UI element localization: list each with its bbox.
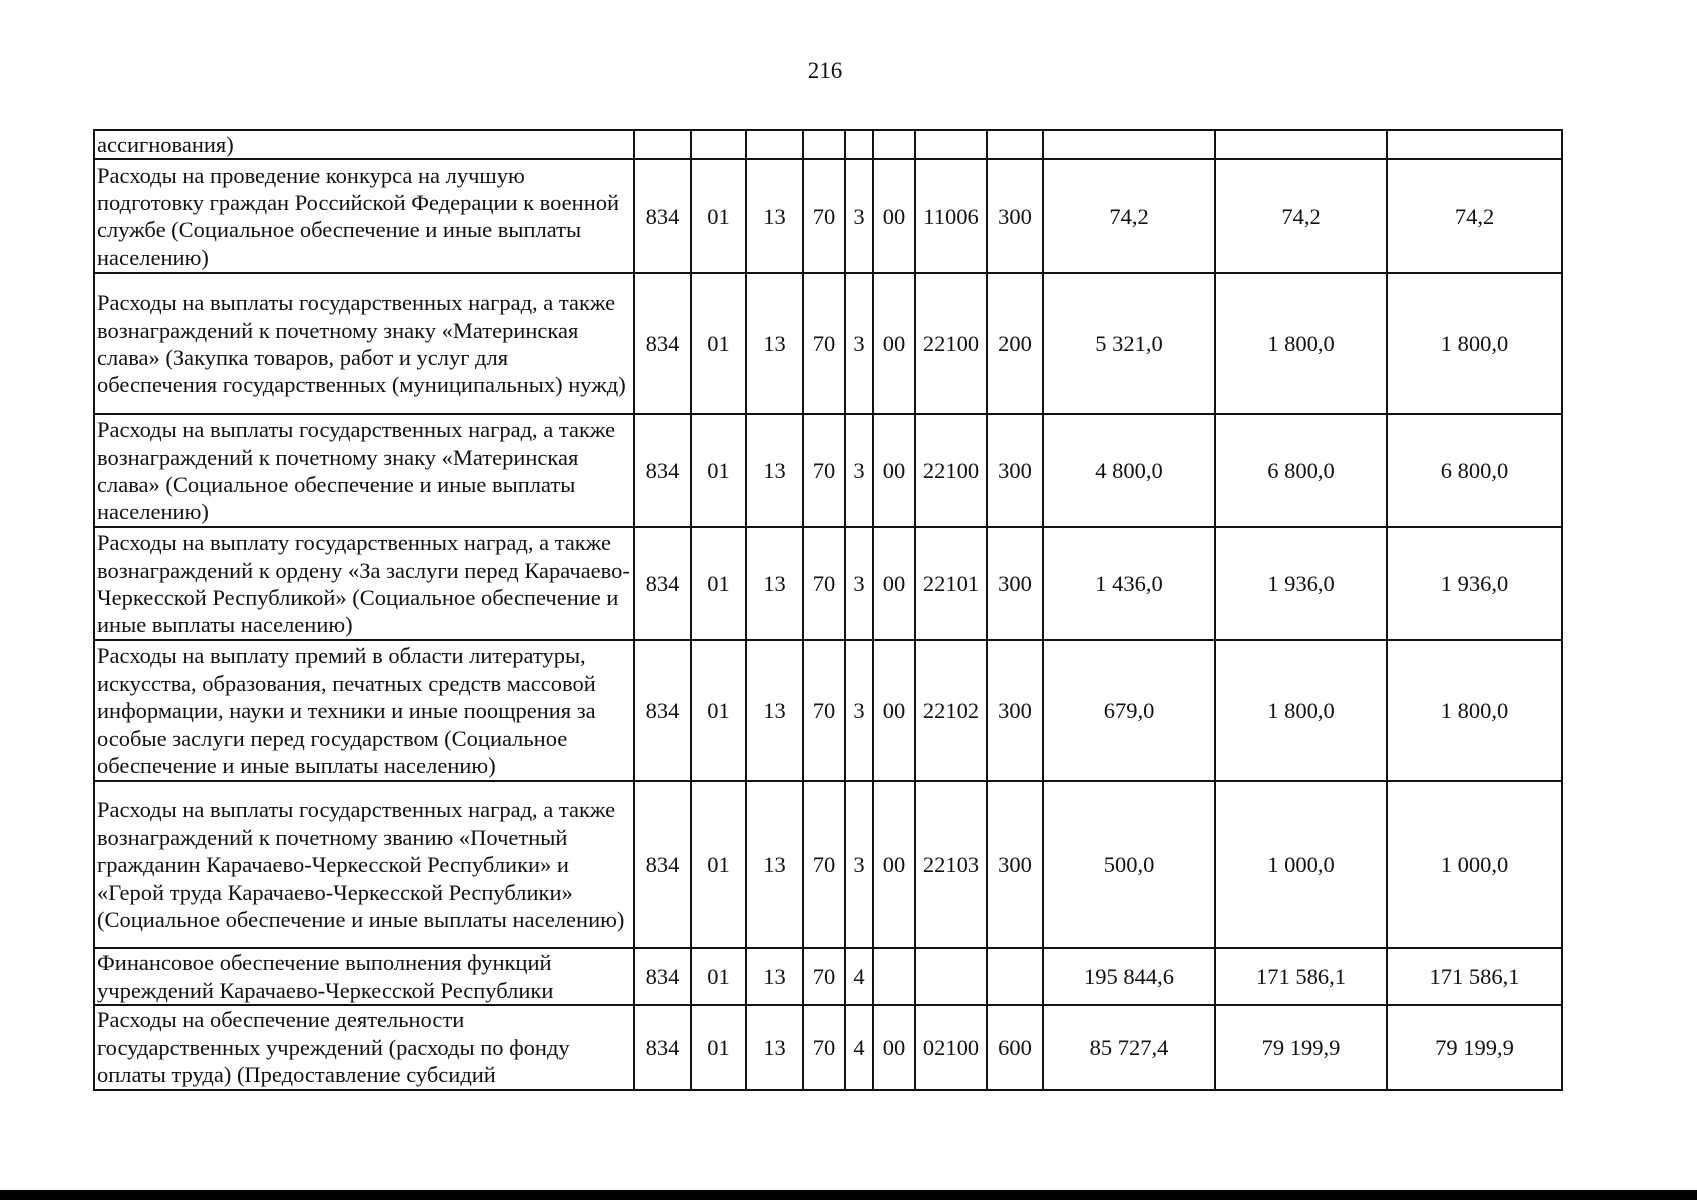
direction-code: 00 — [873, 781, 915, 948]
subprogram-code: 3 — [845, 527, 873, 640]
type-code: 300 — [987, 159, 1043, 273]
direction-code — [873, 130, 915, 159]
table-row — [94, 781, 1562, 948]
amount-year-1: 500,0 — [1043, 781, 1215, 948]
program-code: 70 — [803, 948, 845, 1005]
subprogram-code: 4 — [845, 948, 873, 1005]
program-code: 70 — [803, 781, 845, 948]
row-description: Расходы на выплату государственных наград, а также вознаграждений к ордену «За заслуги перед Карачаево-Черкесской Республикой» (Социальное обеспечение и иные выплаты населению) — [94, 527, 634, 640]
admin-code — [634, 130, 691, 159]
direction-code: 00 — [873, 273, 915, 414]
amount-year-2: 74,2 — [1215, 159, 1387, 273]
row-description: Расходы на выплату премий в области литературы, искусства, образования, печатных средств массовой информации, науки и техники и иные поощрения за особые заслуги перед государством (Социальное обеспечение и иные выплаты населению) — [94, 640, 634, 781]
program-code: 70 — [803, 1005, 845, 1089]
subsection-code: 13 — [746, 159, 803, 273]
scan-edge-bar — [0, 1190, 1697, 1200]
page-number: 216 — [807, 58, 843, 83]
expense-code — [915, 948, 987, 1005]
subprogram-code: 3 — [845, 159, 873, 273]
type-code: 300 — [987, 640, 1043, 781]
amount-year-2 — [1215, 130, 1387, 159]
section-code: 01 — [691, 640, 746, 781]
subsection-code: 13 — [746, 1005, 803, 1089]
row-description: Расходы на выплаты государственных наград, а также вознаграждений к почетному званию «Почетный гражданин Карачаево-Черкесской Республики» и «Герой труда Карачаево-Черкесской Республики» (Социальное обеспечение и иные выплаты населению) — [94, 781, 634, 948]
section-code: 01 — [691, 159, 746, 273]
expense-code — [915, 130, 987, 159]
type-code: 300 — [987, 414, 1043, 527]
section-code: 01 — [691, 781, 746, 948]
program-code: 70 — [803, 273, 845, 414]
amount-year-3: 1 800,0 — [1387, 273, 1562, 414]
amount-year-1: 195 844,6 — [1043, 948, 1215, 1005]
expense-code: 22100 — [915, 273, 987, 414]
amount-year-2: 1 800,0 — [1215, 273, 1387, 414]
subprogram-code — [845, 130, 873, 159]
subsection-code: 13 — [746, 414, 803, 527]
table-body — [94, 130, 1562, 1090]
amount-year-2: 79 199,9 — [1215, 1005, 1387, 1089]
admin-code: 834 — [634, 640, 691, 781]
expense-code: 22103 — [915, 781, 987, 948]
direction-code: 00 — [873, 1005, 915, 1089]
table-row — [94, 640, 1562, 781]
expense-code: 11006 — [915, 159, 987, 273]
type-code — [987, 948, 1043, 1005]
program-code — [803, 130, 845, 159]
table-row — [94, 159, 1562, 273]
admin-code: 834 — [634, 527, 691, 640]
admin-code: 834 — [634, 781, 691, 948]
direction-code — [873, 948, 915, 1005]
budget-table — [93, 129, 1563, 1091]
type-code: 200 — [987, 273, 1043, 414]
section-code: 01 — [691, 273, 746, 414]
admin-code: 834 — [634, 948, 691, 1005]
table-row — [94, 273, 1562, 414]
subsection-code: 13 — [746, 640, 803, 781]
subsection-code: 13 — [746, 781, 803, 948]
row-description: Расходы на выплаты государственных наград, а также вознаграждений к почетному знаку «Материнская слава» (Закупка товаров, работ и услуг для обеспечения государственных (муниципальных) нужд) — [94, 273, 634, 414]
amount-year-3: 1 000,0 — [1387, 781, 1562, 948]
section-code: 01 — [691, 1005, 746, 1089]
row-description: Финансовое обеспечение выполнения функций учреждений Карачаево-Черкесской Республики — [94, 948, 634, 1005]
expense-code: 02100 — [915, 1005, 987, 1089]
amount-year-1: 679,0 — [1043, 640, 1215, 781]
amount-year-3: 1 936,0 — [1387, 527, 1562, 640]
row-description: Расходы на выплаты государственных наград, а также вознаграждений к почетному знаку «Материнская слава» (Социальное обеспечение и иные выплаты населению) — [94, 414, 634, 527]
section-code: 01 — [691, 527, 746, 640]
program-code: 70 — [803, 159, 845, 273]
amount-year-2: 1 800,0 — [1215, 640, 1387, 781]
program-code: 70 — [803, 640, 845, 781]
subprogram-code: 3 — [845, 640, 873, 781]
amount-year-1: 85 727,4 — [1043, 1005, 1215, 1089]
row-description: Расходы на проведение конкурса на лучшую подготовку граждан Российской Федерации к военной службе (Социальное обеспечение и иные выплаты населению) — [94, 159, 634, 273]
amount-year-1: 5 321,0 — [1043, 273, 1215, 414]
amount-year-3 — [1387, 130, 1562, 159]
admin-code: 834 — [634, 414, 691, 527]
direction-code: 00 — [873, 640, 915, 781]
amount-year-3: 1 800,0 — [1387, 640, 1562, 781]
direction-code: 00 — [873, 527, 915, 640]
admin-code: 834 — [634, 273, 691, 414]
amount-year-1 — [1043, 130, 1215, 159]
type-code: 300 — [987, 527, 1043, 640]
row-description: Расходы на обеспечение деятельности государственных учреждений (расходы по фонду оплаты труда) (Предоставление субсидий — [94, 1005, 634, 1089]
expense-code: 22100 — [915, 414, 987, 527]
amount-year-1: 4 800,0 — [1043, 414, 1215, 527]
type-code: 300 — [987, 781, 1043, 948]
admin-code: 834 — [634, 1005, 691, 1089]
subsection-code: 13 — [746, 948, 803, 1005]
amount-year-2: 6 800,0 — [1215, 414, 1387, 527]
section-code — [691, 130, 746, 159]
table-row — [94, 414, 1562, 527]
program-code: 70 — [803, 414, 845, 527]
type-code: 600 — [987, 1005, 1043, 1089]
amount-year-3: 6 800,0 — [1387, 414, 1562, 527]
row-description: ассигнования) — [94, 130, 634, 159]
subprogram-code: 4 — [845, 1005, 873, 1089]
amount-year-1: 1 436,0 — [1043, 527, 1215, 640]
table-row — [94, 130, 1562, 159]
type-code — [987, 130, 1043, 159]
subsection-code — [746, 130, 803, 159]
direction-code: 00 — [873, 414, 915, 527]
table-row — [94, 948, 1562, 1005]
table-row — [94, 1005, 1562, 1089]
program-code: 70 — [803, 527, 845, 640]
amount-year-3: 171 586,1 — [1387, 948, 1562, 1005]
amount-year-2: 1 936,0 — [1215, 527, 1387, 640]
table-row — [94, 527, 1562, 640]
subsection-code: 13 — [746, 273, 803, 414]
subsection-code: 13 — [746, 527, 803, 640]
amount-year-1: 74,2 — [1043, 159, 1215, 273]
section-code: 01 — [691, 948, 746, 1005]
expense-code: 22102 — [915, 640, 987, 781]
subprogram-code: 3 — [845, 414, 873, 527]
admin-code: 834 — [634, 159, 691, 273]
amount-year-3: 74,2 — [1387, 159, 1562, 273]
section-code: 01 — [691, 414, 746, 527]
expense-code: 22101 — [915, 527, 987, 640]
amount-year-2: 1 000,0 — [1215, 781, 1387, 948]
amount-year-2: 171 586,1 — [1215, 948, 1387, 1005]
subprogram-code: 3 — [845, 273, 873, 414]
direction-code: 00 — [873, 159, 915, 273]
amount-year-3: 79 199,9 — [1387, 1005, 1562, 1089]
subprogram-code: 3 — [845, 781, 873, 948]
